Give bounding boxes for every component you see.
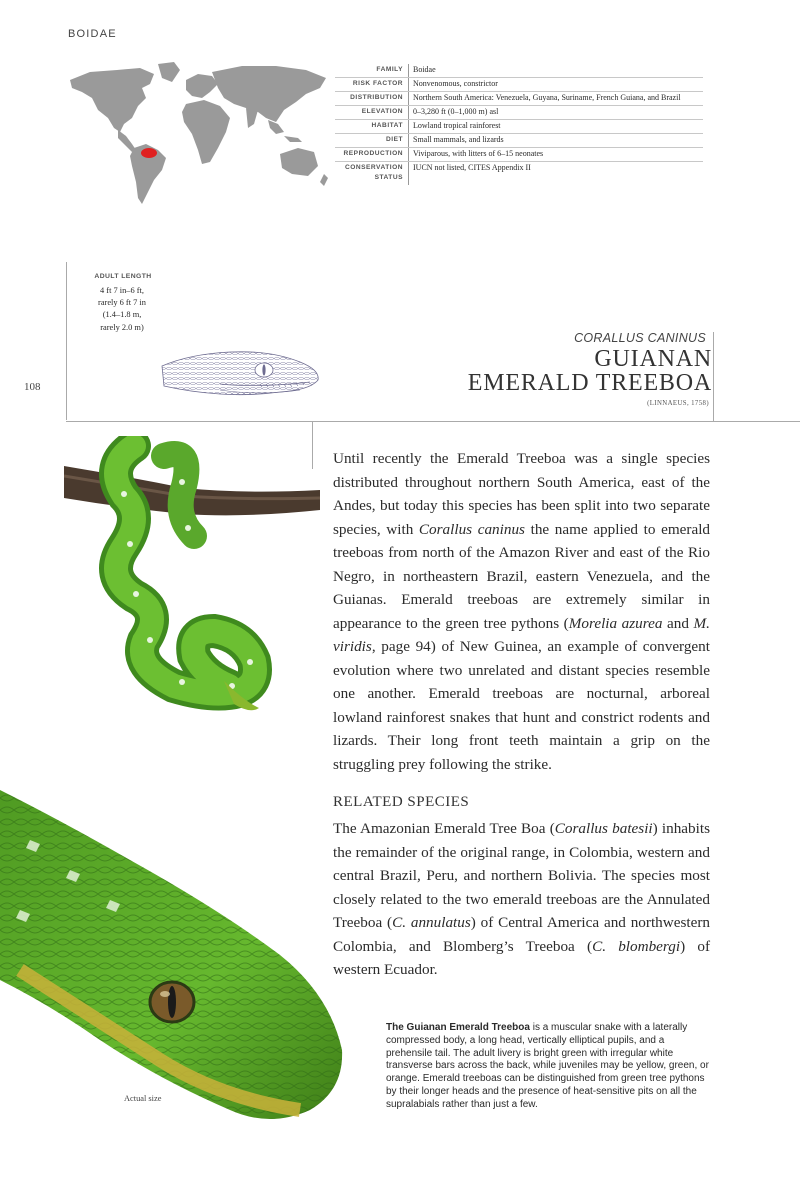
common-name-line-2: EMERALD TREEBOA [467, 370, 712, 396]
fact-value: Northern South America: Venezuela, Guyana, Suriname, French Guiana, and Brazil [409, 92, 704, 106]
adult-length-line: 4 ft 7 in–6 ft, [100, 286, 144, 295]
caption-text: is a muscular snake with a laterally compressed body, a long head, vertically elliptical pupils, and a prehensile tail. The adult livery is bright green with irregular white transverse bars across the back, while juveniles may be yellow, green, or orange. Emerald treeboas can be distinguished from green tree pythons by their longer heads and the presence of heat-sensitive pits on all the supralabials rather than just a few. [386, 1022, 709, 1110]
text-span: Until recently the Emerald Treeboa was a single species distributed throughout northern South America, east of the Andes, but today this species has been split into two separate species, with [333, 450, 710, 538]
fact-key: FAMILY [335, 64, 409, 78]
species-ref: C. annulatus [392, 914, 471, 931]
scientific-name: CORALLUS CANINUS [574, 331, 706, 345]
divider [713, 332, 714, 422]
species-ref: Corallus batesii [554, 820, 653, 837]
distribution-map [62, 58, 332, 208]
adult-length-line: (1.4–1.8 m, [102, 310, 142, 320]
fact-key: DIET [335, 134, 409, 148]
species-authority: (LINNAEUS, 1758) [647, 400, 709, 407]
text-span: ) inhabits the remainder of the original range, in Colombia, western and central Brazil, Peru, and northern Bolivia. The species most closely related to the two emerald treeboas are the Annulated Treeboa ( [333, 820, 710, 931]
range-marker-icon [141, 148, 157, 158]
photo-caption [386, 1022, 712, 1112]
adult-length-value [80, 285, 164, 334]
fact-row [335, 106, 703, 120]
actual-size-label: Actual size [124, 1094, 162, 1103]
fact-row [335, 64, 703, 78]
snake-head-sketch-icon [160, 346, 324, 404]
text-span: The Amazonian Emerald Tree Boa ( [333, 820, 555, 837]
fact-row [335, 78, 703, 92]
text-span: the name applied to emerald treeboas from north of the Amazon River and east of the Rio Negro, in northeastern Brazil, eastern Venezuela, and the Guianas. Emerald treeboas are extremely similar in appearance to the green tree pythons ( [333, 520, 711, 632]
world-map-icon [70, 62, 328, 204]
caption-lead: The Guianan Emerald Treeboa [386, 1022, 530, 1033]
adult-length-line: rarely 6 ft 7 in [98, 298, 146, 308]
related-species-heading: RELATED SPECIES [333, 794, 470, 810]
fact-value: Nonvenomous, constrictor [409, 78, 704, 92]
fact-row [335, 120, 703, 134]
fact-key: RISK FACTOR [335, 78, 409, 92]
text-span: and [662, 614, 694, 632]
fact-value: Viviparous, with litters of 6–15 neonates [409, 148, 704, 162]
description-paragraph [333, 447, 710, 776]
fact-row [335, 92, 703, 106]
text-span: ) of Central America and northwestern Colombia, and Blomberg’s Treeboa ( [333, 914, 710, 955]
page-number: 108 [24, 381, 41, 393]
common-name-line-1: GUIANAN [594, 346, 712, 372]
species-ref: M. viridis [333, 614, 710, 655]
divider [66, 421, 800, 422]
fact-value: IUCN not listed, CITES Appendix II [413, 163, 531, 172]
family-header: BOIDAE [68, 28, 117, 40]
adult-length-label: ADULT LENGTH [94, 273, 152, 280]
facts-table [335, 64, 703, 185]
text-span: , page 94) of New Guinea, an example of convergent evolution where two unrelated and distant species resemble one another. Emerald treeboas are nocturnal, arboreal lowland rainforest snakes that hunt and constrict rodents and lizards. Their long front teeth maintain a grip on the struggling prey following the strike. [333, 638, 710, 773]
fact-key: HABITAT [335, 120, 409, 134]
fact-value: Boidae [409, 64, 704, 78]
species-ref: Morelia azurea [568, 614, 663, 632]
fact-value: Small mammals, and lizards [409, 134, 704, 148]
fact-key: REPRODUCTION [335, 148, 409, 162]
fact-row [335, 162, 703, 186]
text-span: ) of western Ecuador. [333, 937, 710, 978]
snake-head-photo [0, 780, 350, 1130]
snake-on-branch-photo [64, 436, 320, 718]
fact-value: Lowland tropical rainforest [409, 120, 704, 134]
adult-length-line: rarely 2.0 m) [100, 322, 144, 332]
related-species-paragraph [333, 817, 710, 982]
fact-row [335, 134, 703, 148]
fact-value: 0–3,280 ft (0–1,000 m) asl [409, 106, 704, 120]
species-ref: C. blombergi [592, 937, 681, 955]
species-ref: Corallus caninus [418, 520, 525, 538]
fact-key: DISTRIBUTION [335, 92, 409, 106]
fact-key: ELEVATION [335, 106, 409, 120]
fact-row [335, 148, 703, 162]
fact-key: CONSERVATION STATUS [335, 162, 409, 186]
